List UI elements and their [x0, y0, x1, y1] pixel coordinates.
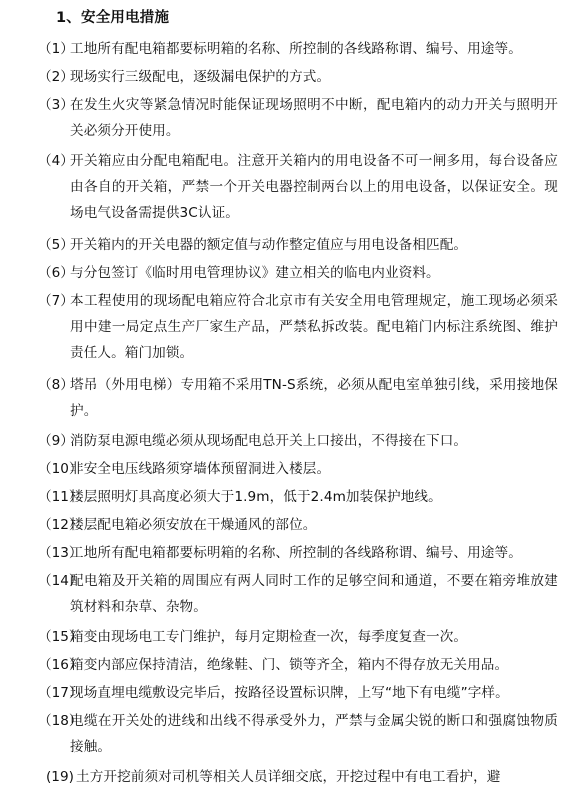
- item-number: （17）: [38, 685, 83, 701]
- item-number: （14）: [38, 573, 83, 589]
- list-item: [38, 624, 558, 650]
- item-number: （2）: [38, 69, 74, 85]
- item-number: （5）: [38, 237, 74, 253]
- item-text: 开关箱内的开关电器的额定值与动作整定值应与用电设备相匹配。: [70, 237, 468, 253]
- list-item: [38, 568, 558, 620]
- item-text: 消防泵电源电缆必须从现场配电总开关上口接出，不得接在下口。: [70, 433, 468, 449]
- item-number: （18）: [38, 713, 83, 729]
- list-item: [38, 64, 558, 90]
- item-text: 工地所有配电箱都要标明箱的名称、所控制的各线路称谓、编号、用途等。: [70, 41, 522, 57]
- item-text: 楼层配电箱必须安放在干燥通风的部位。: [70, 517, 317, 533]
- list-item: [38, 428, 558, 454]
- item-text: 本工程使用的现场配电箱应符合北京市有关安全用电管理规定，施工现场必须采用中建一局定点生产厂家生产品，严禁私拆改装。配电箱门内标注系统图、维护责任人。箱门加锁。: [70, 293, 558, 361]
- item-text: 现场实行三级配电，逐级漏电保护的方式。: [70, 69, 331, 85]
- item-number: （4）: [38, 153, 74, 169]
- item-number: (19): [46, 769, 74, 785]
- item-number: （10）: [38, 461, 83, 477]
- item-text: 土方开挖前须对司机等相关人员详细交底，开挖过程中有电工看护，避: [76, 769, 501, 785]
- item-text: 配电箱及开关箱的周围应有两人同时工作的足够空间和通道，不要在箱旁堆放建筑材料和杂草、杂物。: [70, 573, 558, 615]
- item-text: 塔吊（外用电梯）专用箱不采用TN-S系统，必须从配电室单独引线，采用接地保护。: [70, 377, 558, 419]
- item-text: 现场直埋电缆敷设完毕后，按路径设置标识牌，上写“地下有电缆”字样。: [70, 685, 509, 701]
- list-item: [38, 288, 558, 366]
- item-text: 非安全电压线路须穿墙体预留洞进入楼层。: [70, 461, 331, 477]
- list-item: [46, 764, 566, 790]
- list-item: [38, 260, 558, 286]
- item-number: （6）: [38, 265, 74, 281]
- item-text: 箱变由现场电工专门维护，每月定期检查一次，每季度复查一次。: [70, 629, 468, 645]
- item-number: （7）: [38, 293, 74, 309]
- item-number: （9）: [38, 433, 74, 449]
- item-number: （12）: [38, 517, 83, 533]
- item-text: 工地所有配电箱都要标明箱的名称、所控制的各线路称谓、编号、用途等。: [70, 545, 522, 561]
- list-item: [38, 680, 558, 706]
- item-text: 箱变内部应保持清洁，绝缘鞋、门、锁等齐全，箱内不得存放无关用品。: [70, 657, 509, 673]
- list-item: [38, 36, 558, 62]
- list-item: [38, 92, 558, 144]
- item-number: （13）: [38, 545, 83, 561]
- item-text: 电缆在开关处的进线和出线不得承受外力，严禁与金属尖锐的断口和强腐蚀物质接触。: [70, 713, 558, 755]
- list-item: [38, 512, 558, 538]
- item-text: 在发生火灾等紧急情况时能保证现场照明不中断，配电箱内的动力开关与照明开关必须分开使用。: [70, 97, 558, 139]
- list-item: [38, 456, 558, 482]
- item-number: （16）: [38, 657, 83, 673]
- item-number: （1）: [38, 41, 74, 57]
- item-number: （8）: [38, 377, 74, 393]
- item-number: （15）: [38, 629, 83, 645]
- list-item: [38, 652, 558, 678]
- list-item: [38, 148, 558, 226]
- section-heading: 1、安全用电措施: [56, 10, 170, 26]
- list-item: [38, 540, 558, 566]
- item-text: 与分包签订《临时用电管理协议》建立相关的临电内业资料。: [70, 265, 440, 281]
- list-item: [38, 372, 558, 424]
- list-item: [38, 484, 558, 510]
- item-number: （11）: [38, 489, 83, 505]
- item-number: （3）: [38, 97, 74, 113]
- item-text: 楼层照明灯具高度必须大于1.9m，低于2.4m加装保护地线。: [70, 489, 442, 505]
- list-item: [38, 232, 558, 258]
- list-item: [38, 708, 558, 760]
- item-text: 开关箱应由分配电箱配电。注意开关箱内的用电设备不可一闸多用，每台设备应由各自的开关箱，严禁一个开关电器控制两台以上的用电设备，以保证安全。现场电气设备需提供3C认证。: [70, 153, 558, 221]
